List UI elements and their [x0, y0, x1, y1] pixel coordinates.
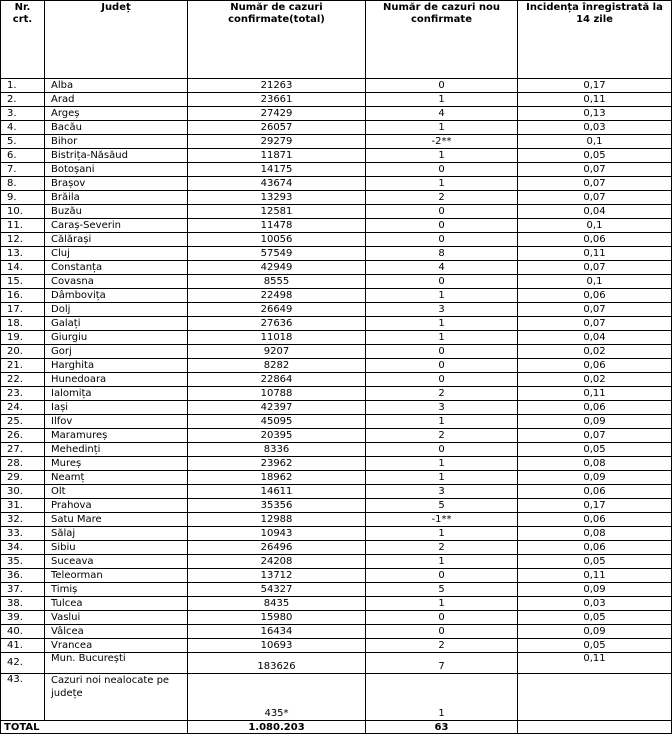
- row-new-cases: 0: [366, 611, 518, 625]
- row-judet: Covasna: [45, 275, 188, 289]
- table-row: [1, 415, 672, 429]
- row-number: 32.: [1, 513, 45, 527]
- table-row: [1, 625, 672, 639]
- row-number: 19.: [1, 331, 45, 345]
- row-judet: Neamț: [45, 471, 188, 485]
- row-judet: Bihor: [45, 135, 188, 149]
- table-header-row: [1, 1, 672, 79]
- row-total-cases: 9207: [188, 345, 366, 359]
- row-incidence: 0,06: [518, 289, 672, 303]
- table-row: [1, 331, 672, 345]
- header-nr: Nr. crt.: [1, 1, 45, 79]
- row-number: 20.: [1, 345, 45, 359]
- row-judet: Teleorman: [45, 569, 188, 583]
- table-row: [1, 219, 672, 233]
- row-new-cases: 0: [366, 79, 518, 93]
- table-row: [1, 387, 672, 401]
- row-incidence: 0,07: [518, 303, 672, 317]
- row-total-cases: 45095: [188, 415, 366, 429]
- row-number: 28.: [1, 457, 45, 471]
- row-new-cases: 4: [366, 261, 518, 275]
- row-incidence: 0,09: [518, 583, 672, 597]
- row-number: 21.: [1, 359, 45, 373]
- table-row: [1, 247, 672, 261]
- row-judet: Caraș-Severin: [45, 219, 188, 233]
- total-row: [1, 721, 672, 734]
- table-row: [1, 653, 672, 674]
- row-total-cases: 10943: [188, 527, 366, 541]
- row-new-cases: 0: [366, 625, 518, 639]
- table-row: [1, 289, 672, 303]
- row-judet: Botoșani: [45, 163, 188, 177]
- row-incidence: 0,09: [518, 625, 672, 639]
- row-number: 10.: [1, 205, 45, 219]
- row-total-cases: 27429: [188, 107, 366, 121]
- row-judet: Mun. București: [45, 653, 188, 674]
- row-incidence: 0,06: [518, 401, 672, 415]
- row-total-cases: 14611: [188, 485, 366, 499]
- row-new-cases: -1**: [366, 513, 518, 527]
- row-total-cases: 42949: [188, 261, 366, 275]
- row-new-cases: 3: [366, 401, 518, 415]
- row-total-cases: 16434: [188, 625, 366, 639]
- row-total-cases: 21263: [188, 79, 366, 93]
- row-new-cases: 2: [366, 387, 518, 401]
- table-row: [1, 429, 672, 443]
- header-judet: Județ: [45, 1, 188, 79]
- row-total-cases: 20395: [188, 429, 366, 443]
- table-row: [1, 149, 672, 163]
- header-new-cases: Număr de cazuri nou confirmate: [366, 1, 518, 79]
- row-total-cases: 42397: [188, 401, 366, 415]
- row-judet: Gorj: [45, 345, 188, 359]
- row-total-cases: 13712: [188, 569, 366, 583]
- table-row: [1, 485, 672, 499]
- row-new-cases: 2: [366, 639, 518, 653]
- table-row: [1, 79, 672, 93]
- row-number: 27.: [1, 443, 45, 457]
- row-incidence: 0,03: [518, 121, 672, 135]
- row-total-cases: 29279: [188, 135, 366, 149]
- row-new-cases: 1: [366, 331, 518, 345]
- table-row: [1, 191, 672, 205]
- table-row: [1, 569, 672, 583]
- row-number: 40.: [1, 625, 45, 639]
- row-judet: Vaslui: [45, 611, 188, 625]
- row-incidence: 0,05: [518, 639, 672, 653]
- row-total-cases: 26057: [188, 121, 366, 135]
- row-new-cases: 4: [366, 107, 518, 121]
- row-new-cases: 0: [366, 569, 518, 583]
- table-row: [1, 583, 672, 597]
- row-judet: Ialomița: [45, 387, 188, 401]
- row-incidence: 0,02: [518, 345, 672, 359]
- row-incidence: 0,07: [518, 261, 672, 275]
- row-new-cases: 1: [366, 177, 518, 191]
- row-judet: Vâlcea: [45, 625, 188, 639]
- row-judet: Iași: [45, 401, 188, 415]
- table-row: [1, 121, 672, 135]
- row-incidence: 0,09: [518, 471, 672, 485]
- row-new-cases: -2**: [366, 135, 518, 149]
- row-total-cases: 8336: [188, 443, 366, 457]
- row-incidence: 0,07: [518, 317, 672, 331]
- row-judet: Mehedinți: [45, 443, 188, 457]
- row-incidence: 0,07: [518, 191, 672, 205]
- row-total-cases: 12581: [188, 205, 366, 219]
- row-new-cases: 5: [366, 583, 518, 597]
- row-total-cases: 11478: [188, 219, 366, 233]
- row-judet: Bistrița-Năsăud: [45, 149, 188, 163]
- row-total-cases: 35356: [188, 499, 366, 513]
- table-row: [1, 674, 672, 721]
- row-new-cases: 1: [366, 289, 518, 303]
- row-incidence: 0,02: [518, 373, 672, 387]
- row-incidence: 0,08: [518, 527, 672, 541]
- header-incidence: Incidența înregistrată la 14 zile: [518, 1, 672, 79]
- row-incidence: 0,07: [518, 177, 672, 191]
- row-incidence: 0,05: [518, 611, 672, 625]
- row-incidence: 0,17: [518, 499, 672, 513]
- row-new-cases: 0: [366, 373, 518, 387]
- row-number: 26.: [1, 429, 45, 443]
- row-new-cases: 1: [366, 415, 518, 429]
- row-new-cases: 5: [366, 499, 518, 513]
- row-number: 39.: [1, 611, 45, 625]
- table-row: [1, 597, 672, 611]
- row-number: 24.: [1, 401, 45, 415]
- table-row: [1, 527, 672, 541]
- row-number: 8.: [1, 177, 45, 191]
- row-new-cases: 3: [366, 303, 518, 317]
- table-row: [1, 135, 672, 149]
- row-number: 2.: [1, 93, 45, 107]
- row-number: 22.: [1, 373, 45, 387]
- row-number: 15.: [1, 275, 45, 289]
- row-number: 43.: [1, 674, 45, 721]
- table-row: [1, 93, 672, 107]
- row-number: 42.: [1, 653, 45, 674]
- row-new-cases: 1: [366, 457, 518, 471]
- table-row: [1, 163, 672, 177]
- row-new-cases: 0: [366, 275, 518, 289]
- table-row: [1, 499, 672, 513]
- row-number: 11.: [1, 219, 45, 233]
- row-new-cases: 0: [366, 233, 518, 247]
- row-incidence: 0,11: [518, 93, 672, 107]
- row-incidence: 0,04: [518, 205, 672, 219]
- table-row: [1, 457, 672, 471]
- row-number: 12.: [1, 233, 45, 247]
- row-number: 23.: [1, 387, 45, 401]
- row-total-cases: 23661: [188, 93, 366, 107]
- row-new-cases: 1: [366, 597, 518, 611]
- row-new-cases: 7: [366, 653, 518, 674]
- row-number: 34.: [1, 541, 45, 555]
- table-row: [1, 205, 672, 219]
- row-judet: Brașov: [45, 177, 188, 191]
- row-new-cases: 0: [366, 345, 518, 359]
- row-total-cases: 18962: [188, 471, 366, 485]
- total-incidence-value: [518, 721, 672, 734]
- row-judet: Satu Mare: [45, 513, 188, 527]
- row-judet: Sibiu: [45, 541, 188, 555]
- row-incidence: 0,1: [518, 135, 672, 149]
- row-incidence: 0,07: [518, 163, 672, 177]
- row-new-cases: 0: [366, 163, 518, 177]
- row-new-cases: 0: [366, 205, 518, 219]
- row-total-cases: 23962: [188, 457, 366, 471]
- row-number: 9.: [1, 191, 45, 205]
- row-number: 5.: [1, 135, 45, 149]
- table-row: [1, 541, 672, 555]
- row-total-cases: 13293: [188, 191, 366, 205]
- row-judet: Harghita: [45, 359, 188, 373]
- row-incidence: 0,06: [518, 233, 672, 247]
- row-new-cases: 3: [366, 485, 518, 499]
- row-incidence: 0,1: [518, 275, 672, 289]
- row-number: 3.: [1, 107, 45, 121]
- row-judet: Suceava: [45, 555, 188, 569]
- row-number: 16.: [1, 289, 45, 303]
- table-row: [1, 177, 672, 191]
- row-new-cases: 0: [366, 359, 518, 373]
- row-judet: Dolj: [45, 303, 188, 317]
- row-total-cases: 11871: [188, 149, 366, 163]
- row-incidence: 0,11: [518, 653, 672, 674]
- row-total-cases: 8435: [188, 597, 366, 611]
- table-row: [1, 303, 672, 317]
- row-total-cases: 8282: [188, 359, 366, 373]
- row-number: 18.: [1, 317, 45, 331]
- row-number: 29.: [1, 471, 45, 485]
- row-number: 13.: [1, 247, 45, 261]
- row-total-cases: 12988: [188, 513, 366, 527]
- table-row: [1, 359, 672, 373]
- row-incidence: 0,08: [518, 457, 672, 471]
- table-row: [1, 261, 672, 275]
- row-number: 14.: [1, 261, 45, 275]
- row-judet: Buzău: [45, 205, 188, 219]
- row-incidence: [518, 674, 672, 721]
- row-total-cases: 24208: [188, 555, 366, 569]
- table-row: [1, 471, 672, 485]
- row-new-cases: 1: [366, 93, 518, 107]
- row-judet: Mureș: [45, 457, 188, 471]
- row-total-cases: 11018: [188, 331, 366, 345]
- row-total-cases: 26649: [188, 303, 366, 317]
- row-new-cases: 0: [366, 219, 518, 233]
- row-number: 4.: [1, 121, 45, 135]
- row-judet: Olt: [45, 485, 188, 499]
- row-incidence: 0,05: [518, 555, 672, 569]
- row-judet: Dâmbovița: [45, 289, 188, 303]
- row-judet: Sălaj: [45, 527, 188, 541]
- row-incidence: 0,1: [518, 219, 672, 233]
- table-body: [1, 79, 672, 721]
- row-new-cases: 1: [366, 527, 518, 541]
- row-judet: Vrancea: [45, 639, 188, 653]
- total-new-cases-value: 63: [366, 721, 518, 734]
- row-total-cases: 57549: [188, 247, 366, 261]
- row-incidence: 0,11: [518, 247, 672, 261]
- row-total-cases: 10788: [188, 387, 366, 401]
- row-incidence: 0,13: [518, 107, 672, 121]
- row-total-cases: 14175: [188, 163, 366, 177]
- table-row: [1, 401, 672, 415]
- row-incidence: 0,17: [518, 79, 672, 93]
- row-incidence: 0,06: [518, 513, 672, 527]
- row-incidence: 0,03: [518, 597, 672, 611]
- row-total-cases: 27636: [188, 317, 366, 331]
- row-judet: Prahova: [45, 499, 188, 513]
- row-incidence: 0,11: [518, 569, 672, 583]
- row-number: 30.: [1, 485, 45, 499]
- row-judet: Giurgiu: [45, 331, 188, 345]
- row-new-cases: 1: [366, 555, 518, 569]
- table-row: [1, 513, 672, 527]
- row-new-cases: 1: [366, 674, 518, 721]
- row-number: 17.: [1, 303, 45, 317]
- row-total-cases: 43674: [188, 177, 366, 191]
- row-number: 38.: [1, 597, 45, 611]
- row-judet: Argeș: [45, 107, 188, 121]
- row-incidence: 0,09: [518, 415, 672, 429]
- row-new-cases: 1: [366, 121, 518, 135]
- row-new-cases: 2: [366, 541, 518, 555]
- row-judet: Bacău: [45, 121, 188, 135]
- row-judet: Constanța: [45, 261, 188, 275]
- row-judet: Călărași: [45, 233, 188, 247]
- row-incidence: 0,05: [518, 443, 672, 457]
- row-total-cases: 26496: [188, 541, 366, 555]
- table-row: [1, 639, 672, 653]
- table-row: [1, 345, 672, 359]
- row-judet: Brăila: [45, 191, 188, 205]
- row-total-cases: 10693: [188, 639, 366, 653]
- row-new-cases: 2: [366, 191, 518, 205]
- row-judet: Hunedoara: [45, 373, 188, 387]
- row-new-cases: 8: [366, 247, 518, 261]
- row-number: 6.: [1, 149, 45, 163]
- row-incidence: 0,11: [518, 387, 672, 401]
- row-incidence: 0,07: [518, 429, 672, 443]
- table-row: [1, 443, 672, 457]
- row-incidence: 0,06: [518, 485, 672, 499]
- row-new-cases: 1: [366, 317, 518, 331]
- row-total-cases: 22864: [188, 373, 366, 387]
- row-incidence: 0,04: [518, 331, 672, 345]
- table-row: [1, 233, 672, 247]
- table-row: [1, 107, 672, 121]
- row-new-cases: 2: [366, 429, 518, 443]
- row-judet: Timiș: [45, 583, 188, 597]
- table-row: [1, 373, 672, 387]
- header-total-cases: Număr de cazuri confirmate(total): [188, 1, 366, 79]
- row-judet: Galați: [45, 317, 188, 331]
- row-number: 1.: [1, 79, 45, 93]
- row-number: 36.: [1, 569, 45, 583]
- row-number: 37.: [1, 583, 45, 597]
- table-row: [1, 275, 672, 289]
- row-total-cases: 183626: [188, 653, 366, 674]
- row-new-cases: 0: [366, 443, 518, 457]
- row-number: 31.: [1, 499, 45, 513]
- row-number: 7.: [1, 163, 45, 177]
- table-row: [1, 611, 672, 625]
- row-judet: Tulcea: [45, 597, 188, 611]
- table-row: [1, 317, 672, 331]
- total-label: TOTAL: [1, 721, 188, 734]
- row-judet: Cazuri noi nealocate pe județe: [45, 674, 188, 721]
- row-judet: Ilfov: [45, 415, 188, 429]
- row-incidence: 0,06: [518, 359, 672, 373]
- row-incidence: 0,06: [518, 541, 672, 555]
- row-judet: Arad: [45, 93, 188, 107]
- table-row: [1, 555, 672, 569]
- row-judet: Maramureș: [45, 429, 188, 443]
- row-number: 25.: [1, 415, 45, 429]
- row-total-cases: 15980: [188, 611, 366, 625]
- row-total-cases: 8555: [188, 275, 366, 289]
- row-number: 35.: [1, 555, 45, 569]
- row-number: 33.: [1, 527, 45, 541]
- row-judet: Alba: [45, 79, 188, 93]
- row-incidence: 0,05: [518, 149, 672, 163]
- row-total-cases: 54327: [188, 583, 366, 597]
- row-number: 41.: [1, 639, 45, 653]
- row-total-cases: 435*: [188, 674, 366, 721]
- row-new-cases: 1: [366, 471, 518, 485]
- row-new-cases: 1: [366, 149, 518, 163]
- row-total-cases: 10056: [188, 233, 366, 247]
- row-total-cases: 22498: [188, 289, 366, 303]
- row-judet: Cluj: [45, 247, 188, 261]
- total-cases-value: 1.080.203: [188, 721, 366, 734]
